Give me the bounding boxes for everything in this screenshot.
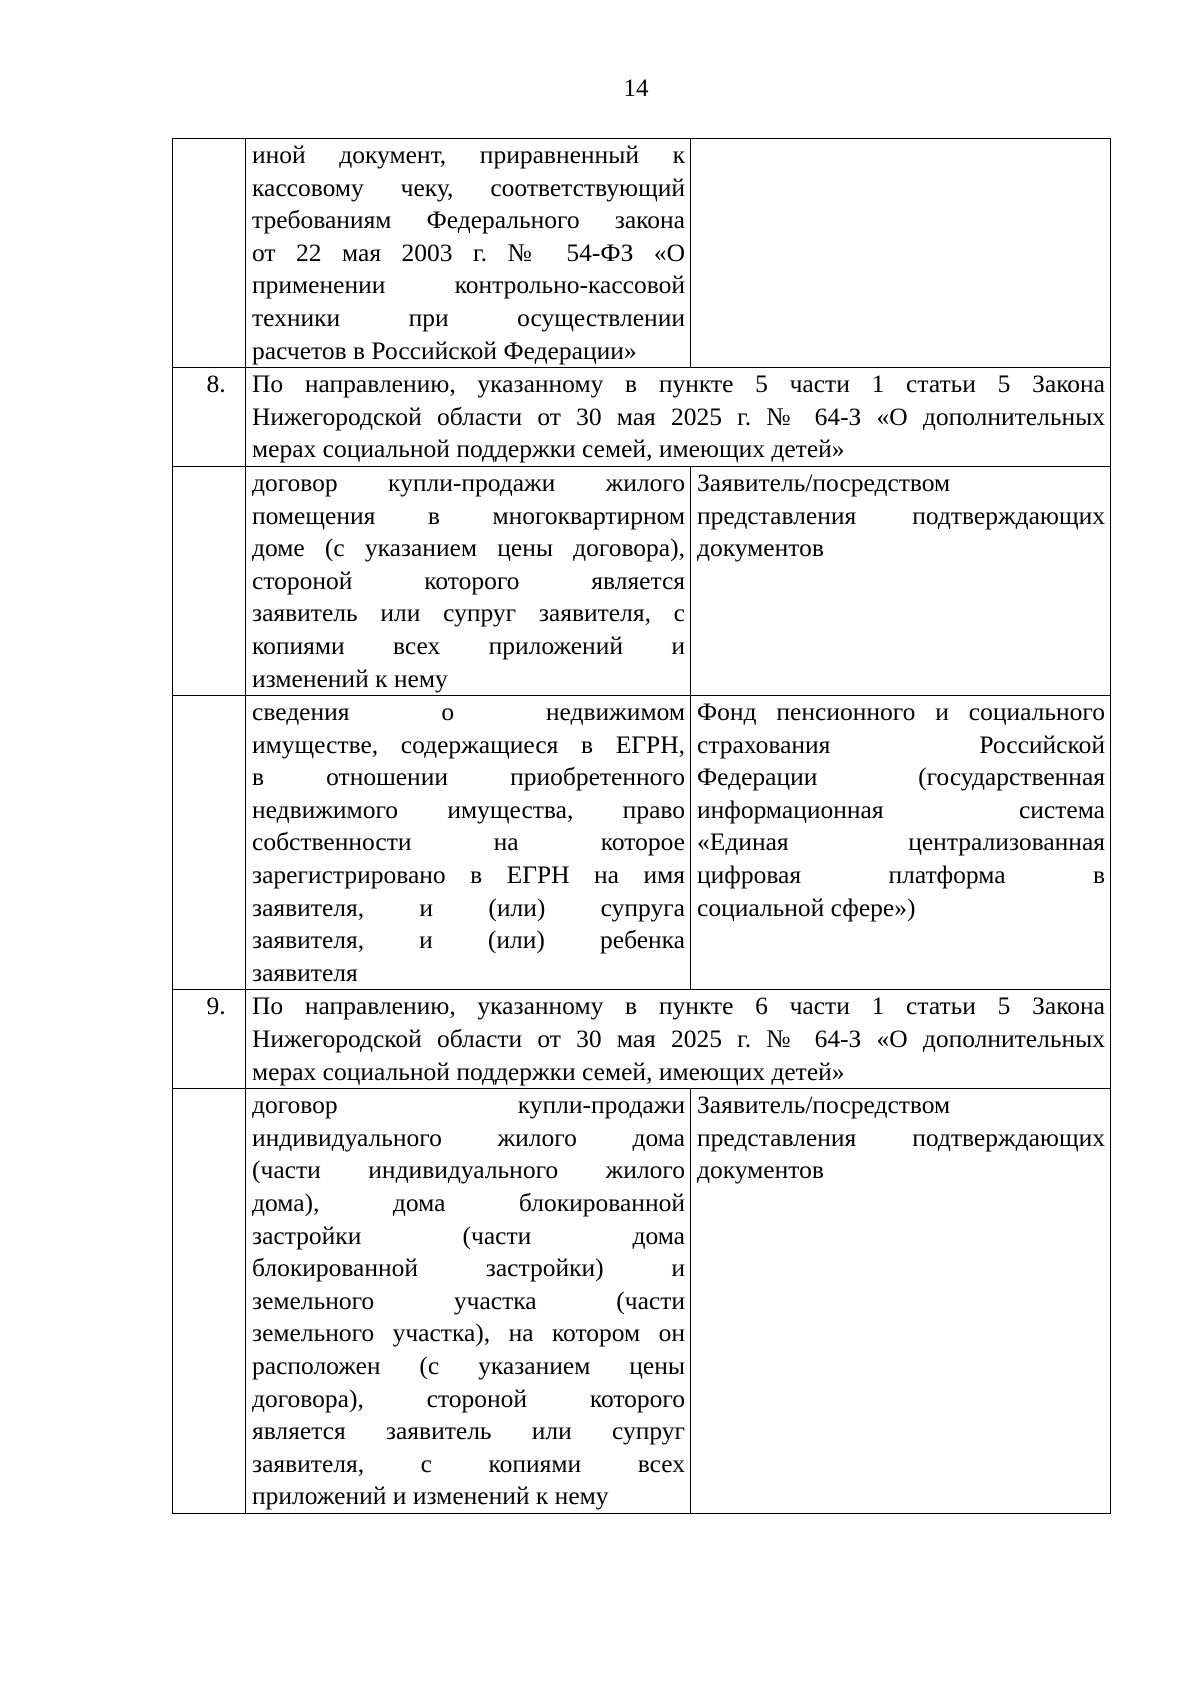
text-line: является заявитель или супруг [252,1416,685,1446]
text-line: цифровая платформа в [697,860,1105,890]
text-line: документов [697,533,824,563]
text-line: По направлению, указанному в пункте 5 части 1 статьи 5 Закона [252,369,1105,399]
table-row [173,466,1111,695]
text-line: расположен (с указанием цены [252,1350,685,1380]
text-line: имуществе, содержащиеся в ЕГРН, [252,729,685,759]
text-line: (части индивидуального жилого [252,1155,685,1185]
text-line: Федерации (государственная [697,762,1105,792]
text-line: договора), стороной которого [252,1383,685,1413]
text-line: стороной которого является [252,565,685,595]
text-line: блокированной застройки) и [252,1253,685,1283]
row-number [173,466,246,695]
text-line: зарегистрировано в ЕГРН на имя [252,860,685,890]
text-line: земельного участка (части [252,1285,685,1315]
row-number: 8. [173,368,246,467]
text-line: изменений к нему [252,663,448,693]
section-row [173,368,1111,467]
text-line: договор купли-продажи [252,1090,685,1120]
text-line: Заявитель/посредством [697,467,951,497]
document-table [172,138,1111,1514]
text-line: заявителя [252,957,358,987]
document-cell [246,696,691,990]
text-line: недвижимого имущества, право [252,794,685,824]
text-line: требованиям Федерального закона [252,205,685,235]
text-line: заявителя, и (или) ребенка [252,925,685,955]
table-row [173,139,1111,368]
section-heading [246,990,1111,1089]
text-line: социальной сфере») [697,892,916,922]
row-number [173,1089,246,1514]
row-number [173,139,246,368]
table-row [173,1089,1111,1514]
source-cell [691,139,1111,368]
row-number: 9. [173,990,246,1089]
table-row [173,696,1111,990]
text-line: расчетов в Российской Федерации» [252,335,637,365]
text-line: индивидуального жилого дома [252,1122,685,1152]
source-cell [691,696,1111,990]
row-number [173,696,246,990]
text-line: мерах социальной поддержки семей, имеющих детей» [252,434,845,464]
text-line: страхования Российской [697,729,1105,759]
source-cell [691,466,1111,695]
table-body [173,139,1111,1514]
text-line: помещения в многоквартирном [252,500,685,530]
text-line: техники при осуществлении [252,302,685,332]
page-number: 14 [623,75,649,102]
text-line: По направлению, указанному в пункте 6 части 1 статьи 5 Закона [252,991,1105,1021]
text-line: документов [697,1155,824,1185]
text-line: заявителя, с копиями всех [252,1448,685,1478]
text-line: застройки (части дома [252,1220,685,1250]
text-line: от 22 мая 2003 г. № 54-ФЗ «О [252,237,685,267]
text-line: договор купли-продажи жилого [252,467,685,497]
text-line: иной документ, приравненный к [252,140,685,169]
source-cell [691,1089,1111,1514]
text-line: заявитель или супруг заявителя, с [252,598,685,628]
text-line: представления подтверждающих [697,1122,1105,1152]
section-row [173,990,1111,1089]
text-line: Нижегородской области от 30 мая 2025 г. № 64-З «О дополнительных [252,401,1105,431]
document-cell [246,1089,691,1514]
text-line: доме (с указанием цены договора), [252,533,685,563]
text-line: «Единая централизованная [697,827,1105,857]
text-line: собственности на которое [252,827,685,857]
text-line: копиями всех приложений и [252,630,685,660]
text-line: кассовому чеку, соответствующий [252,172,685,202]
document-cell [246,466,691,695]
text-line: дома), дома блокированной [252,1188,685,1217]
document-cell [246,139,691,368]
text-line: приложений и изменений к нему [252,1481,609,1511]
text-line: земельного участка), на котором он [252,1318,685,1348]
text-line: Заявитель/посредством [697,1090,951,1120]
text-line: информационная система [697,794,1105,824]
text-line: заявителя, и (или) супруга [252,892,685,922]
text-line: представления подтверждающих [697,500,1105,530]
text-line: Нижегородской области от 30 мая 2025 г. № 64-З «О дополнительных [252,1024,1105,1054]
text-line: мерах социальной поддержки семей, имеющих детей» [252,1056,845,1086]
section-heading [246,368,1111,467]
text-line: Фонд пенсионного и социального [697,697,1105,727]
text-line: применении контрольно-кассовой [252,270,685,300]
text-line: в отношении приобретенного [252,762,685,792]
text-line: сведения о недвижимом [252,697,685,727]
